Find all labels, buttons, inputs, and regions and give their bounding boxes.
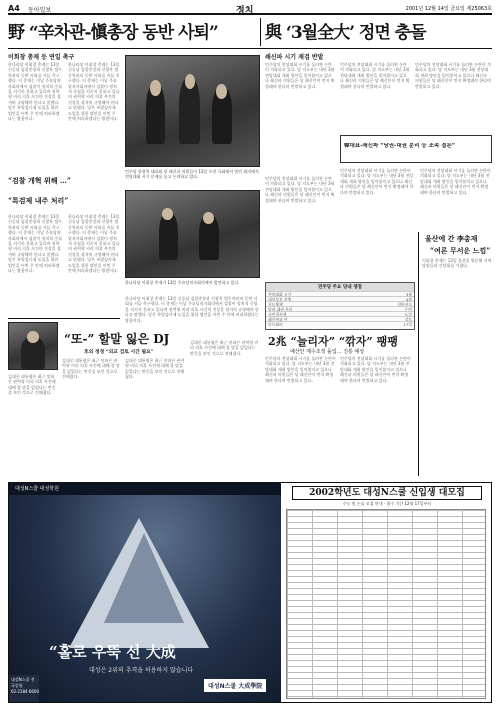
mid-subhead: 예산안 계수조정 돌입… 진통 예상 [290,349,365,355]
table-row: 당권-대권 분리 논란 [268,307,412,311]
table-title: 민주당 주요 당내 쟁점 [266,283,414,291]
right-body-col6: 민주당의 전당대회 시기를 둘러싼 논란이 격화되고 있다. 당 지도부는 내년 3월 전당대회 개최 방안을 밀어붙이고 있으나 쇄신파 의원들은 당 쇄신안이 먼저 확정돼야 한다며 반발하고 있다. [265,176,335,203]
lower-headline: “또-” 할말 잃은 DJ [64,332,170,346]
center-body: 한나라당 이회창 총재는 13일 신승남 검찰총장과 신광옥 법무차관의 동반 사퇴를 거듭 촉구했다. 이 총재는 이날 주요당직자회의에서 검찰이 정치적 중립을 지키지 못하고 있다며 권력형 비리 의혹 사건의 진상을 철저히 규명해야 한다고 말했다. 당은 특별검사제 도입을 위한 법안을 이번 주 안에 처리하겠다는 방침이다. [125,296,259,323]
ad-info-panel [282,483,491,702]
ad-subline: 대성은 2위의 추격을 허용하지 않습니다 [89,667,194,674]
ad-side-contact: 대성N스쿨 전국종합 02·2184·6600 [9,675,39,702]
left-body-col2: 한나라당 이회창 총재는 13일 신승남 검찰총장과 신광옥 법무차관의 동반 사퇴를 거듭 촉구했다. 이 총재는 이날 주요당직자회의에서 검찰이 정치적 중립을 지키지 못하고 있다며 권력형 비리 의혹 사건의 진상을 철저히 규명해야 한다고 말했다. 당은 특별검사제 도입을 위한 법안을 이번 주 안에 처리하겠다는 방침이다. [68,62,120,122]
right-body-col5: 민주당의 전당대회 시기를 둘러싼 논란이 격화되고 있다. 당 지도부는 내년 3월 전당대회 개최 방안을 밀어붙이고 있으나 쇄신파 의원들은 당 쇄신안이 먼저 확정돼야 한다며 반발하고 있다. [420,168,491,195]
right-body-col3: 민주당의 전당대회 시기를 둘러싼 논란이 격화되고 있다. 당 지도부는 내년 3월 전당대회 개최 방안을 밀어붙이고 있으나 쇄신파 의원들은 당 쇄신안이 먼저 확정돼야 한다며 반발하고 있다. [415,62,491,89]
lower-divider [8,318,120,319]
table-row: 지도체제 집단지도 [268,302,412,306]
ad-title: 2002학년도 대성N스쿨 신입생 대모집 [292,486,482,500]
mid-body-col2: 민주당의 전당대회 시기를 둘러싼 논란이 격화되고 있다. 당 지도부는 내년 3월 전당대회 개최 방안을 밀어붙이고 있으나 쇄신파 의원들은 당 쇄신안이 먼저 확정돼야 한다며 반발하고 있다. [340,356,411,383]
ad-slogan: “홀로 우뚝 선 大成 [49,643,176,661]
right-column-body: 이회창 총재는 13일 울산을 방문해 지역 당원들과 간담회를 가졌다. [422,258,492,269]
table-row: 대선후보 선출 4월 [268,297,412,301]
ad-schedule-grid [286,509,486,699]
mid-body-col1: 민주당의 전당대회 시기를 둘러싼 논란이 격화되고 있다. 당 지도부는 내년 3월 전당대회 개최 방안을 밀어붙이고 있으나 쇄신파 의원들은 당 쇄신안이 먼저 확정돼야 한다며 반발하고 있다. [265,356,336,383]
masthead [8,3,492,15]
right-body-col4: 민주당의 전당대회 시기를 둘러싼 논란이 격화되고 있다. 당 지도부는 내년 3월 전당대회 개최 방안을 밀어붙이고 있으나 쇄신파 의원들은 당 쇄신안이 먼저 확정돼야 한다며 반발하고 있다. [340,168,414,195]
right-subhead-box [340,135,492,163]
photo-meeting [125,55,260,167]
paper-name: 동아일보 [28,7,52,14]
headline-divider [260,18,261,46]
left-byline: 이회창 총재 등 연일 촉구 [8,54,75,61]
right-body-col1: 민주당의 전당대회 시기를 둘러싼 논란이 격화되고 있다. 당 지도부는 내년 3월 전당대회 개최 방안을 밀어붙이고 있으나 쇄신파 의원들은 당 쇄신안이 먼저 확정돼야 한다며 반발하고 있다. [265,62,335,89]
left-subhead-1: “검찰 개혁 위해 …” [8,176,71,185]
headline-underline [8,48,492,49]
ad-logo: 대성N스쿨 大成學院 [204,679,266,692]
issue-date: 2001년 12월 14일 금요일 제25063호 [405,6,492,12]
ad-info: 수능 및 논술 모집 안내 · 접수 기간 12월 17일부터 [342,501,432,506]
lower-body-col4: 김대중 대통령은 최근 잇따른 권력형 비리 의혹 사건에 대해 할 말을 잃었다는 반응을 보인 것으로 전해졌다. [190,340,259,356]
ad-image-panel [9,483,281,702]
right-column-headline: 울산에 간 李총재 [425,234,478,243]
mountain-shadow [104,533,184,623]
right-byline: 쇄신파 시기 재검 반발 [265,54,324,61]
advertisement [8,482,492,703]
ad-top-strip: 대성N스쿨 대성학원 [9,483,281,495]
issue-table [265,282,415,330]
lower-body-col2: 김대중 대통령은 최근 잇따른 권력형 비리 의혹 사건에 대해 할 말을 잃었다는 반응을 보인 것으로 전해졌다. [62,358,120,380]
table-row: 당무회의 17일 [268,322,412,326]
right-column-subhead: “여론 무서운 느낌” [430,246,491,255]
photo1-caption: 민주당 한광옥 대표와 당 쇄신파 의원들이 13일 오전 국회에서 열린 회의에서 전당대회 시기 문제를 놓고 논의하고 있다. [125,169,259,179]
mid-headline: 2兆 “늘리자” “깎자” 팽팽 [268,335,398,348]
headline-left: 野 “辛차관-愼총장 동반 사퇴” [8,23,218,43]
lower-body-col1: 김대중 대통령은 최근 잇따른 권력형 비리 의혹 사건에 대해 할 말을 잃었다는 반응을 보인 것으로 전해졌다. [8,374,56,396]
table-row: 국민경선제 도입 [268,312,412,316]
table-row: 전당대회 시기 3월 [268,292,412,296]
table-row: 쇄신특위 안 검토 [268,317,412,321]
lower-body-col3: 김대중 대통령은 최근 잇따른 권력형 비리 의혹 사건에 대해 할 말을 잃었다는 반응을 보인 것으로 전해졌다. [125,358,185,380]
right-column-divider [418,232,419,476]
photo-dj [8,322,58,370]
photo2-caption: 한나라당 이회창 총재가 13일 주요당직자회의에서 발언하고 있다. [125,280,240,285]
right-subhead: 韓대표-쇄신파 “당권-대권 분리 등 조속 결론” [344,143,455,149]
left-subhead-2: “특검제 내주 처리” [8,196,69,205]
left-body-col4: 한나라당 이회창 총재는 13일 신승남 검찰총장과 신광옥 법무차관의 동반 사퇴를 거듭 촉구했다. 이 총재는 이날 주요당직자회의에서 검찰이 정치적 중립을 지키지 못하고 있다며 권력형 비리 의혹 사건의 진상을 철저히 규명해야 한다고 말했다. 당은 특별검사제 도입을 위한 법안을 이번 주 안에 처리하겠다는 방침이다. [68,214,120,274]
left-body-col3: 한나라당 이회창 총재는 13일 신승남 검찰총장과 신광옥 법무차관의 동반 사퇴를 거듭 촉구했다. 이 총재는 이날 주요당직자회의에서 검찰이 정치적 중립을 지키지 못하고 있다며 권력형 비리 의혹 사건의 진상을 철저히 규명해야 한다고 말했다. 당은 특별검사제 도입을 위한 법안을 이번 주 안에 처리하겠다는 방침이다. [8,214,63,274]
headline-right: 與 ‘3월全大’ 정면 충돌 [265,23,426,43]
photo-leader [125,190,260,278]
left-body-col1: 한나라당 이회창 총재는 13일 신승남 검찰총장과 신광옥 법무차관의 동반 사퇴를 거듭 촉구했다. 이 총재는 이날 주요당직자회의에서 검찰이 정치적 중립을 지키지 못하고 있다며 권력형 비리 의혹 사건의 진상을 철저히 규명해야 한다고 말했다. 당은 특별검사제 도입을 위한 법안을 이번 주 안에 처리하겠다는 방침이다. [8,62,63,122]
section-title: 정치 [236,6,254,16]
lower-subhead: 호외 정정 “외교 검토 시간 필요” [84,349,154,355]
right-body-col2: 민주당의 전당대회 시기를 둘러싼 논란이 격화되고 있다. 당 지도부는 내년 3월 전당대회 개최 방안을 밀어붙이고 있으나 쇄신파 의원들은 당 쇄신안이 먼저 확정돼야 한다며 반발하고 있다. [340,62,410,89]
page-number: A4 [8,4,20,13]
